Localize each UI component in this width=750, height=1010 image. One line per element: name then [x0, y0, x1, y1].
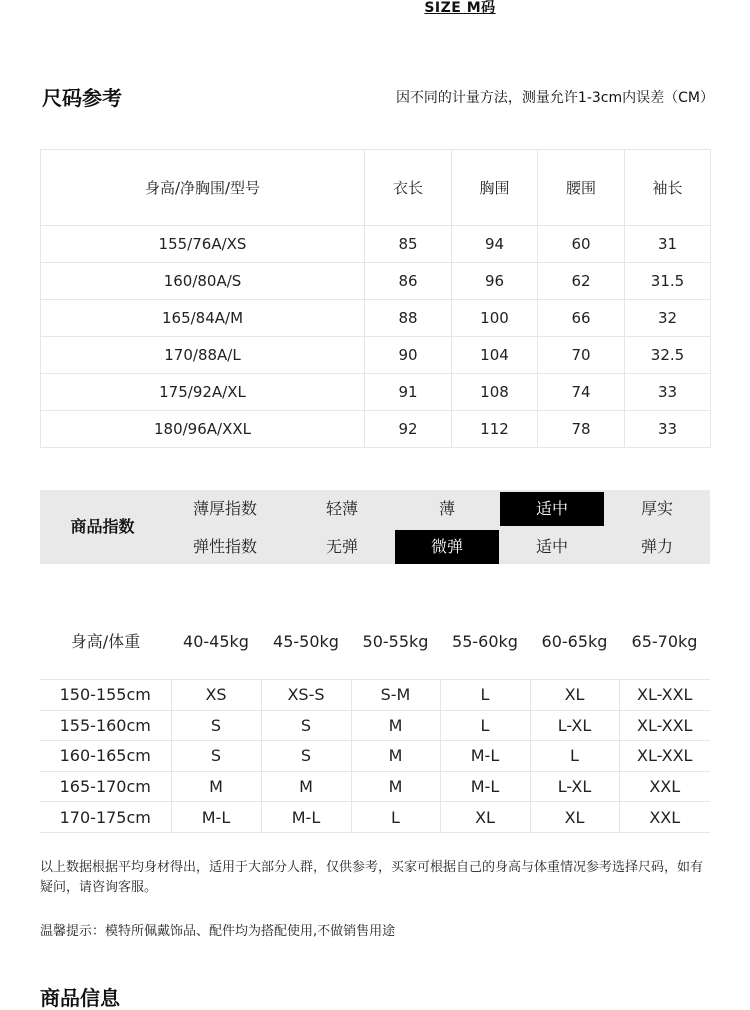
hw-table-cell: L-XL [530, 710, 619, 741]
size-table-cell: 60 [538, 226, 625, 263]
height-weight-table [40, 679, 710, 833]
index-option: 无弹 [325, 537, 358, 556]
size-table-cell: 94 [452, 226, 538, 263]
size-table-cell: 32.5 [625, 337, 711, 374]
hw-table-cell: L [351, 802, 440, 833]
hw-table-cell: M-L [261, 802, 351, 833]
product-info-title: 商品信息 [40, 986, 120, 1010]
hw-table-cell: M [351, 741, 440, 772]
hw-table-header: 60-65kg [541, 632, 608, 651]
size-table-header: 胸围 [452, 150, 538, 226]
table-row [41, 374, 711, 411]
hw-table-cell: S [171, 710, 261, 741]
hw-table-cell: 155-160cm [40, 710, 171, 741]
size-label: SIZE M码 [424, 0, 496, 16]
size-table-cell: 92 [365, 411, 452, 448]
hw-table-header: 40-45kg [183, 632, 249, 651]
hw-table-cell: XXL [619, 771, 710, 802]
size-table-header: 腰围 [538, 150, 625, 226]
size-table-cell: 66 [538, 300, 625, 337]
hw-table-cell: S-M [351, 680, 440, 711]
hw-table-cell: XL-XXL [619, 741, 710, 772]
hw-table-header: 45-50kg [273, 632, 339, 651]
table-row [40, 710, 710, 741]
hw-table-cell: XS-S [261, 680, 351, 711]
hw-table-cell: XL [440, 802, 530, 833]
size-table-header: 衣长 [365, 150, 452, 226]
size-table-cell: 112 [452, 411, 538, 448]
hw-table-cell: XL [530, 680, 619, 711]
table-row [40, 680, 710, 711]
hw-table-cell: L [440, 680, 530, 711]
size-table-cell: 100 [452, 300, 538, 337]
index-row-label: 弹性指数 [192, 537, 257, 556]
hw-table-cell: 150-155cm [40, 680, 171, 711]
size-table-cell: 78 [538, 411, 625, 448]
size-table-cell: 70 [538, 337, 625, 374]
size-table-cell: 96 [452, 263, 538, 300]
size-table-cell: 91 [365, 374, 452, 411]
size-table-header: 身高/净胸围/型号 [41, 150, 365, 226]
index-row-label: 薄厚指数 [192, 499, 257, 518]
measurement-note: 因不同的计量方法，测量允许1-3cm内误差（CM） [395, 90, 714, 106]
hw-table-cell: XL-XXL [619, 710, 710, 741]
hw-table-cell: XL [530, 802, 619, 833]
hw-table-cell: 160-165cm [40, 741, 171, 772]
height-weight-header [40, 624, 710, 660]
hw-table-cell: S [171, 741, 261, 772]
size-table-cell: 175/92A/XL [41, 374, 365, 411]
size-table-cell: 33 [625, 374, 711, 411]
index-option: 薄 [438, 499, 455, 518]
size-table-cell: 108 [452, 374, 538, 411]
hw-table-cell: M-L [440, 771, 530, 802]
table-row [41, 263, 711, 300]
size-table-cell: 85 [365, 226, 452, 263]
table-row [41, 300, 711, 337]
hw-table-cell: L-XL [530, 771, 619, 802]
size-table-cell: 170/88A/L [41, 337, 365, 374]
size-table-cell: 104 [452, 337, 538, 374]
size-table-cell: 32 [625, 300, 711, 337]
hw-table-cell: S [261, 741, 351, 772]
hw-table-header: 55-60kg [452, 632, 518, 651]
size-table-cell: 33 [625, 411, 711, 448]
product-index-title: 商品指数 [70, 517, 135, 536]
table-row [41, 337, 711, 374]
hw-table-cell: L [530, 741, 619, 772]
hw-table-cell: M [351, 710, 440, 741]
size-table-cell: 160/80A/S [41, 263, 365, 300]
hw-table-cell: L [440, 710, 530, 741]
size-table-cell: 180/96A/XXL [41, 411, 365, 448]
table-row [41, 226, 711, 263]
hw-table-cell: XS [171, 680, 261, 711]
index-option: 适中 [535, 537, 568, 556]
index-option: 厚实 [640, 499, 673, 518]
hw-table-cell: XXL [619, 802, 710, 833]
accessory-disclaimer: 温馨提示：模特所佩戴饰品、配件均为搭配使用,不做销售用途 [40, 924, 396, 939]
hw-table-cell: M [261, 771, 351, 802]
size-table-cell: 86 [365, 263, 452, 300]
hw-table-cell: M-L [440, 741, 530, 772]
size-reference-title: 尺码参考 [42, 86, 122, 110]
hw-table-cell: M [351, 771, 440, 802]
index-option: 轻薄 [325, 499, 358, 518]
size-table-cell: 74 [538, 374, 625, 411]
hw-table-cell: M [171, 771, 261, 802]
index-option-selected: 适中 [500, 492, 604, 526]
index-option-selected: 微弹 [395, 530, 499, 564]
hw-table-cell: M-L [171, 802, 261, 833]
size-table-header: 袖长 [625, 150, 711, 226]
table-row [40, 771, 710, 802]
index-option: 弹力 [640, 537, 673, 556]
size-advice-note: 以上数据根据平均身材得出，适用于大部分人群，仅供参考，买家可根据自己的身高与体重情况参考选择尺码，如有疑问，请咨询客服。 [40, 860, 704, 895]
hw-table-cell: XL-XXL [619, 680, 710, 711]
size-table-cell: 90 [365, 337, 452, 374]
size-table-cell: 62 [538, 263, 625, 300]
hw-table-cell: 170-175cm [40, 802, 171, 833]
size-table-cell: 88 [365, 300, 452, 337]
table-row [41, 411, 711, 448]
hw-table-header: 50-55kg [362, 632, 429, 651]
size-reference-table [40, 149, 711, 448]
table-row [40, 802, 710, 833]
hw-table-cell: 165-170cm [40, 771, 171, 802]
hw-table-cell: S [261, 710, 351, 741]
size-table-cell: 31 [625, 226, 711, 263]
size-table-cell: 31.5 [625, 263, 711, 300]
table-row [40, 741, 710, 772]
product-index-block [40, 490, 710, 564]
size-table-cell: 155/76A/XS [41, 226, 365, 263]
size-table-cell: 165/84A/M [41, 300, 365, 337]
hw-table-header: 身高/体重 [70, 632, 141, 651]
hw-table-header: 65-70kg [631, 632, 698, 651]
